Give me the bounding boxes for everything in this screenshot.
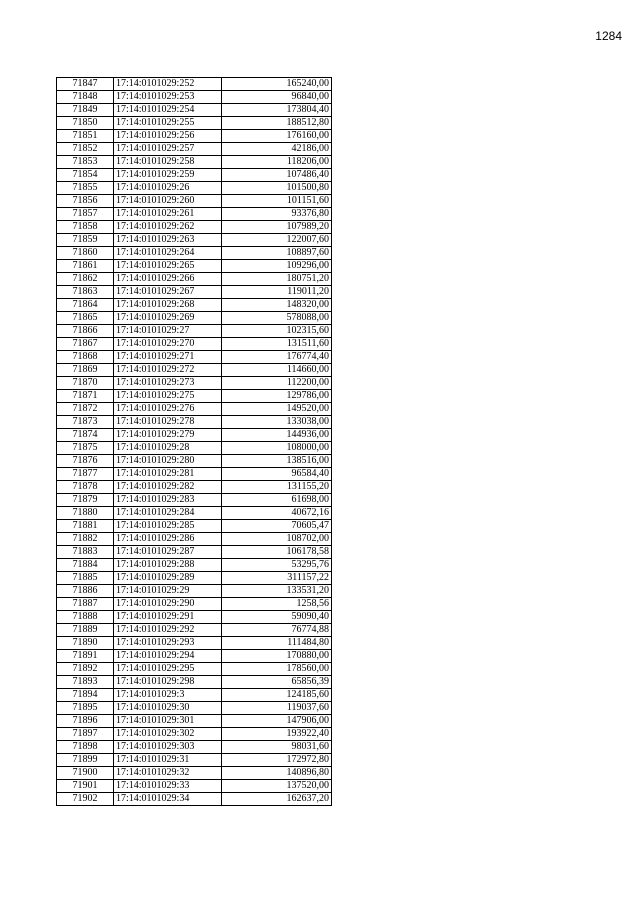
cadastral-number-cell: 17:14:0101029:3 bbox=[114, 689, 222, 702]
cadastral-number-cell: 17:14:0101029:267 bbox=[114, 286, 222, 299]
table-row bbox=[57, 104, 332, 117]
cadastral-number-cell: 17:14:0101029:258 bbox=[114, 156, 222, 169]
table-row bbox=[57, 520, 332, 533]
value-cell: 144936,00 bbox=[222, 429, 332, 442]
row-number-cell: 71856 bbox=[57, 195, 114, 208]
cadastral-number-cell: 17:14:0101029:252 bbox=[114, 78, 222, 91]
table-row bbox=[57, 273, 332, 286]
cadastral-number-cell: 17:14:0101029:255 bbox=[114, 117, 222, 130]
table-row bbox=[57, 351, 332, 364]
table-row bbox=[57, 182, 332, 195]
table-row bbox=[57, 702, 332, 715]
table-row bbox=[57, 286, 332, 299]
cadastral-number-cell: 17:14:0101029:29 bbox=[114, 585, 222, 598]
cadastral-number-cell: 17:14:0101029:275 bbox=[114, 390, 222, 403]
table-row bbox=[57, 715, 332, 728]
table-row bbox=[57, 260, 332, 273]
cadastral-number-cell: 17:14:0101029:271 bbox=[114, 351, 222, 364]
row-number-cell: 71902 bbox=[57, 793, 114, 806]
value-cell: 578088,00 bbox=[222, 312, 332, 325]
table-row bbox=[57, 130, 332, 143]
cadastral-number-cell: 17:14:0101029:294 bbox=[114, 650, 222, 663]
row-number-cell: 71873 bbox=[57, 416, 114, 429]
row-number-cell: 71872 bbox=[57, 403, 114, 416]
table-row bbox=[57, 221, 332, 234]
row-number-cell: 71886 bbox=[57, 585, 114, 598]
value-cell: 108702,00 bbox=[222, 533, 332, 546]
table-row bbox=[57, 754, 332, 767]
cadastral-number-cell: 17:14:0101029:254 bbox=[114, 104, 222, 117]
value-cell: 165240,00 bbox=[222, 78, 332, 91]
table-row bbox=[57, 728, 332, 741]
row-number-cell: 71896 bbox=[57, 715, 114, 728]
value-cell: 102315,60 bbox=[222, 325, 332, 338]
value-cell: 131511,60 bbox=[222, 338, 332, 351]
row-number-cell: 71897 bbox=[57, 728, 114, 741]
cadastral-number-cell: 17:14:0101029:266 bbox=[114, 273, 222, 286]
row-number-cell: 71895 bbox=[57, 702, 114, 715]
value-cell: 148320,00 bbox=[222, 299, 332, 312]
value-cell: 112200,00 bbox=[222, 377, 332, 390]
cadastral-number-cell: 17:14:0101029:31 bbox=[114, 754, 222, 767]
row-number-cell: 71871 bbox=[57, 390, 114, 403]
value-cell: 180751,20 bbox=[222, 273, 332, 286]
cadastral-number-cell: 17:14:0101029:280 bbox=[114, 455, 222, 468]
cadastral-number-cell: 17:14:0101029:263 bbox=[114, 234, 222, 247]
row-number-cell: 71888 bbox=[57, 611, 114, 624]
cadastral-number-cell: 17:14:0101029:285 bbox=[114, 520, 222, 533]
row-number-cell: 71850 bbox=[57, 117, 114, 130]
cadastral-number-cell: 17:14:0101029:260 bbox=[114, 195, 222, 208]
table-row bbox=[57, 208, 332, 221]
table-row bbox=[57, 364, 332, 377]
cadastral-number-cell: 17:14:0101029:278 bbox=[114, 416, 222, 429]
row-number-cell: 71876 bbox=[57, 455, 114, 468]
table-row bbox=[57, 585, 332, 598]
table-row bbox=[57, 325, 332, 338]
value-cell: 93376,80 bbox=[222, 208, 332, 221]
table-row bbox=[57, 117, 332, 130]
cadastral-number-cell: 17:14:0101029:256 bbox=[114, 130, 222, 143]
table-row bbox=[57, 312, 332, 325]
value-cell: 76774,88 bbox=[222, 624, 332, 637]
value-cell: 138516,00 bbox=[222, 455, 332, 468]
cadastral-number-cell: 17:14:0101029:273 bbox=[114, 377, 222, 390]
row-number-cell: 71883 bbox=[57, 546, 114, 559]
value-cell: 173804,40 bbox=[222, 104, 332, 117]
cadastral-number-cell: 17:14:0101029:262 bbox=[114, 221, 222, 234]
row-number-cell: 71851 bbox=[57, 130, 114, 143]
table-row bbox=[57, 572, 332, 585]
row-number-cell: 71848 bbox=[57, 91, 114, 104]
value-cell: 193922,40 bbox=[222, 728, 332, 741]
row-number-cell: 71885 bbox=[57, 572, 114, 585]
cadastral-number-cell: 17:14:0101029:289 bbox=[114, 572, 222, 585]
value-cell: 111484,80 bbox=[222, 637, 332, 650]
value-cell: 119011,20 bbox=[222, 286, 332, 299]
value-cell: 133038,00 bbox=[222, 416, 332, 429]
table-row bbox=[57, 377, 332, 390]
row-number-cell: 71879 bbox=[57, 494, 114, 507]
value-cell: 101500,80 bbox=[222, 182, 332, 195]
cadastral-number-cell: 17:14:0101029:302 bbox=[114, 728, 222, 741]
table-row bbox=[57, 429, 332, 442]
cadastral-number-cell: 17:14:0101029:269 bbox=[114, 312, 222, 325]
table-row bbox=[57, 390, 332, 403]
value-cell: 133531,20 bbox=[222, 585, 332, 598]
table-row bbox=[57, 533, 332, 546]
row-number-cell: 71887 bbox=[57, 598, 114, 611]
cadastral-number-cell: 17:14:0101029:291 bbox=[114, 611, 222, 624]
table-row bbox=[57, 299, 332, 312]
row-number-cell: 71857 bbox=[57, 208, 114, 221]
row-number-cell: 71891 bbox=[57, 650, 114, 663]
row-number-cell: 71900 bbox=[57, 767, 114, 780]
value-cell: 40672,16 bbox=[222, 507, 332, 520]
cadastral-number-cell: 17:14:0101029:298 bbox=[114, 676, 222, 689]
value-cell: 96584,40 bbox=[222, 468, 332, 481]
row-number-cell: 71894 bbox=[57, 689, 114, 702]
table-row bbox=[57, 624, 332, 637]
value-cell: 176774,40 bbox=[222, 351, 332, 364]
table-row bbox=[57, 455, 332, 468]
cadastral-number-cell: 17:14:0101029:279 bbox=[114, 429, 222, 442]
value-cell: 137520,00 bbox=[222, 780, 332, 793]
table-row bbox=[57, 676, 332, 689]
row-number-cell: 71863 bbox=[57, 286, 114, 299]
table-row bbox=[57, 442, 332, 455]
row-number-cell: 71881 bbox=[57, 520, 114, 533]
cadastral-number-cell: 17:14:0101029:301 bbox=[114, 715, 222, 728]
cadastral-number-cell: 17:14:0101029:286 bbox=[114, 533, 222, 546]
value-cell: 162637,20 bbox=[222, 793, 332, 806]
table-row bbox=[57, 650, 332, 663]
cadastral-number-cell: 17:14:0101029:276 bbox=[114, 403, 222, 416]
table-row bbox=[57, 195, 332, 208]
cadastral-number-cell: 17:14:0101029:272 bbox=[114, 364, 222, 377]
value-cell: 188512,80 bbox=[222, 117, 332, 130]
row-number-cell: 71855 bbox=[57, 182, 114, 195]
value-cell: 96840,00 bbox=[222, 91, 332, 104]
row-number-cell: 71884 bbox=[57, 559, 114, 572]
value-cell: 114660,00 bbox=[222, 364, 332, 377]
row-number-cell: 71875 bbox=[57, 442, 114, 455]
table-row bbox=[57, 403, 332, 416]
value-cell: 311157,22 bbox=[222, 572, 332, 585]
cadastral-number-cell: 17:14:0101029:268 bbox=[114, 299, 222, 312]
row-number-cell: 71877 bbox=[57, 468, 114, 481]
value-cell: 98031,60 bbox=[222, 741, 332, 754]
table-row bbox=[57, 143, 332, 156]
row-number-cell: 71861 bbox=[57, 260, 114, 273]
table-row bbox=[57, 637, 332, 650]
table-row bbox=[57, 494, 332, 507]
row-number-cell: 71865 bbox=[57, 312, 114, 325]
row-number-cell: 71889 bbox=[57, 624, 114, 637]
value-cell: 61698,00 bbox=[222, 494, 332, 507]
value-cell: 53295,76 bbox=[222, 559, 332, 572]
value-cell: 109296,00 bbox=[222, 260, 332, 273]
row-number-cell: 71847 bbox=[57, 78, 114, 91]
table-row bbox=[57, 91, 332, 104]
table-row bbox=[57, 741, 332, 754]
table-row bbox=[57, 689, 332, 702]
row-number-cell: 71858 bbox=[57, 221, 114, 234]
row-number-cell: 71898 bbox=[57, 741, 114, 754]
cadastral-number-cell: 17:14:0101029:292 bbox=[114, 624, 222, 637]
table-row bbox=[57, 338, 332, 351]
cadastral-number-cell: 17:14:0101029:264 bbox=[114, 247, 222, 260]
table-row bbox=[57, 468, 332, 481]
value-cell: 108897,60 bbox=[222, 247, 332, 260]
cadastral-number-cell: 17:14:0101029:28 bbox=[114, 442, 222, 455]
cadastral-number-cell: 17:14:0101029:295 bbox=[114, 663, 222, 676]
table-row bbox=[57, 546, 332, 559]
cadastral-number-cell: 17:14:0101029:287 bbox=[114, 546, 222, 559]
page-number: 1284 bbox=[595, 29, 622, 43]
value-cell: 170880,00 bbox=[222, 650, 332, 663]
row-number-cell: 71874 bbox=[57, 429, 114, 442]
cadastral-number-cell: 17:14:0101029:26 bbox=[114, 182, 222, 195]
table-row bbox=[57, 559, 332, 572]
cadastral-number-cell: 17:14:0101029:282 bbox=[114, 481, 222, 494]
row-number-cell: 71864 bbox=[57, 299, 114, 312]
row-number-cell: 71853 bbox=[57, 156, 114, 169]
row-number-cell: 71901 bbox=[57, 780, 114, 793]
value-cell: 176160,00 bbox=[222, 130, 332, 143]
value-cell: 147906,00 bbox=[222, 715, 332, 728]
cadastral-number-cell: 17:14:0101029:27 bbox=[114, 325, 222, 338]
cadastral-number-cell: 17:14:0101029:288 bbox=[114, 559, 222, 572]
table-row bbox=[57, 507, 332, 520]
value-cell: 59090,40 bbox=[222, 611, 332, 624]
table-row bbox=[57, 481, 332, 494]
table-row bbox=[57, 780, 332, 793]
row-number-cell: 71893 bbox=[57, 676, 114, 689]
row-number-cell: 71899 bbox=[57, 754, 114, 767]
cadastral-number-cell: 17:14:0101029:261 bbox=[114, 208, 222, 221]
cadastral-number-cell: 17:14:0101029:303 bbox=[114, 741, 222, 754]
value-cell: 65856,39 bbox=[222, 676, 332, 689]
table-row bbox=[57, 663, 332, 676]
value-cell: 140896,80 bbox=[222, 767, 332, 780]
cadastral-value-table bbox=[56, 77, 332, 806]
cadastral-number-cell: 17:14:0101029:253 bbox=[114, 91, 222, 104]
value-cell: 131155,20 bbox=[222, 481, 332, 494]
table-row bbox=[57, 247, 332, 260]
cadastral-number-cell: 17:14:0101029:270 bbox=[114, 338, 222, 351]
value-cell: 101151,60 bbox=[222, 195, 332, 208]
row-number-cell: 71862 bbox=[57, 273, 114, 286]
table-row bbox=[57, 156, 332, 169]
row-number-cell: 71890 bbox=[57, 637, 114, 650]
value-cell: 42186,00 bbox=[222, 143, 332, 156]
value-cell: 149520,00 bbox=[222, 403, 332, 416]
cadastral-number-cell: 17:14:0101029:265 bbox=[114, 260, 222, 273]
value-cell: 129786,00 bbox=[222, 390, 332, 403]
table-row bbox=[57, 234, 332, 247]
value-cell: 70605,47 bbox=[222, 520, 332, 533]
table-row bbox=[57, 416, 332, 429]
value-cell: 178560,00 bbox=[222, 663, 332, 676]
cadastral-number-cell: 17:14:0101029:283 bbox=[114, 494, 222, 507]
row-number-cell: 71854 bbox=[57, 169, 114, 182]
cadastral-number-cell: 17:14:0101029:259 bbox=[114, 169, 222, 182]
cadastral-number-cell: 17:14:0101029:32 bbox=[114, 767, 222, 780]
row-number-cell: 71868 bbox=[57, 351, 114, 364]
row-number-cell: 71880 bbox=[57, 507, 114, 520]
row-number-cell: 71849 bbox=[57, 104, 114, 117]
row-number-cell: 71852 bbox=[57, 143, 114, 156]
cadastral-number-cell: 17:14:0101029:281 bbox=[114, 468, 222, 481]
table-body bbox=[57, 78, 332, 806]
row-number-cell: 71870 bbox=[57, 377, 114, 390]
cadastral-number-cell: 17:14:0101029:293 bbox=[114, 637, 222, 650]
cadastral-number-cell: 17:14:0101029:290 bbox=[114, 598, 222, 611]
table-row bbox=[57, 767, 332, 780]
cadastral-number-cell: 17:14:0101029:33 bbox=[114, 780, 222, 793]
row-number-cell: 71860 bbox=[57, 247, 114, 260]
value-cell: 1258,56 bbox=[222, 598, 332, 611]
row-number-cell: 71859 bbox=[57, 234, 114, 247]
table-row bbox=[57, 598, 332, 611]
value-cell: 122007,60 bbox=[222, 234, 332, 247]
value-cell: 107486,40 bbox=[222, 169, 332, 182]
row-number-cell: 71882 bbox=[57, 533, 114, 546]
value-cell: 172972,80 bbox=[222, 754, 332, 767]
value-cell: 106178,58 bbox=[222, 546, 332, 559]
row-number-cell: 71866 bbox=[57, 325, 114, 338]
value-cell: 124185,60 bbox=[222, 689, 332, 702]
table-row bbox=[57, 611, 332, 624]
row-number-cell: 71869 bbox=[57, 364, 114, 377]
row-number-cell: 71878 bbox=[57, 481, 114, 494]
row-number-cell: 71892 bbox=[57, 663, 114, 676]
table-row bbox=[57, 78, 332, 91]
table-row bbox=[57, 169, 332, 182]
value-cell: 107989,20 bbox=[222, 221, 332, 234]
value-cell: 118206,00 bbox=[222, 156, 332, 169]
cadastral-number-cell: 17:14:0101029:30 bbox=[114, 702, 222, 715]
value-cell: 119037,60 bbox=[222, 702, 332, 715]
table-row bbox=[57, 793, 332, 806]
cadastral-number-cell: 17:14:0101029:284 bbox=[114, 507, 222, 520]
cadastral-number-cell: 17:14:0101029:34 bbox=[114, 793, 222, 806]
value-cell: 108000,00 bbox=[222, 442, 332, 455]
cadastral-number-cell: 17:14:0101029:257 bbox=[114, 143, 222, 156]
row-number-cell: 71867 bbox=[57, 338, 114, 351]
